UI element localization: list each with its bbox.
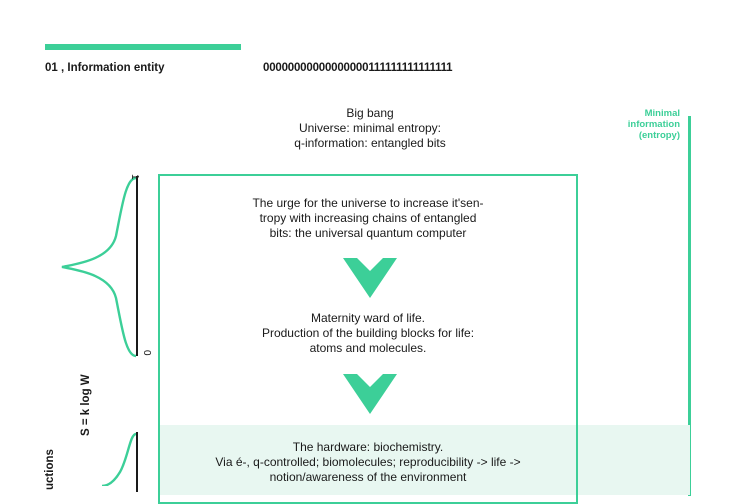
hardware-line-2: Via é-, q-controlled; biomolecules; reproducibility -> life -> [215, 455, 521, 469]
chevron-down-icon [343, 258, 397, 298]
chevron-down-icon [343, 374, 397, 414]
urge-text-block [200, 196, 536, 241]
urge-line-2: tropy with increasing chains of entangled [259, 211, 477, 225]
section-label: 01 , Information entity [45, 62, 165, 74]
big-bang-qinfo: q-information: entangled bits [294, 136, 446, 150]
big-bang-title: Big bang [346, 106, 394, 120]
maternity-line-3: atoms and molecules. [309, 341, 427, 355]
maternity-text-block [200, 311, 536, 356]
second-curve-graphic [100, 432, 140, 486]
hardware-line-3: notion/awareness of the environment [269, 470, 467, 484]
minimal-info-line-2: information [627, 119, 680, 130]
header-accent-bar [45, 44, 241, 50]
maternity-line-2: Production of the building blocks for life: [261, 326, 475, 340]
big-bang-block [190, 106, 550, 151]
hardware-text-block [170, 440, 566, 485]
urge-line-1: The urge for the universe to increase it'sen- [252, 196, 484, 210]
minimal-info-line-3: (entropy) [638, 130, 680, 141]
urge-line-3: bits: the universal quantum computer [269, 226, 467, 240]
big-bang-universe: Universe: minimal entropy: [298, 121, 442, 135]
binary-code: 00000000000000000111111111111111 [263, 62, 453, 74]
side-section-label: uctions [44, 449, 56, 490]
minimal-info-line-1: Minimal [644, 108, 680, 119]
hardware-line-1: The hardware: biochemistry. [292, 440, 444, 454]
entropy-axis-line [136, 176, 138, 356]
axis-tick-one: 1 [129, 174, 140, 180]
minimal-information-label [600, 108, 680, 141]
entropy-formula: S = k log W [80, 374, 92, 436]
axis-tick-zero: 0 [141, 350, 152, 356]
second-axis-line [136, 432, 138, 492]
maternity-line-1: Maternity ward of life. [310, 311, 426, 325]
bell-curve-graphic [56, 176, 140, 358]
